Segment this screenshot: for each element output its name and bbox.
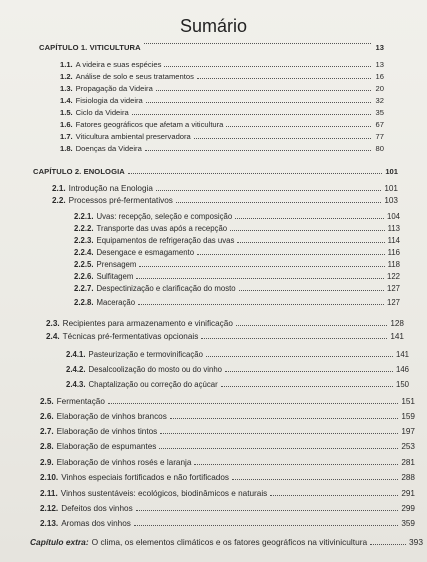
toc-label: Transporte das uvas após a recepção	[96, 224, 228, 233]
toc-page-number: 118	[387, 260, 400, 269]
toc-page-number: 13	[375, 60, 384, 69]
toc-page-number: 299	[401, 504, 415, 513]
toc-label: Propagação da Videira	[75, 84, 153, 93]
toc-number: 2.4.	[46, 332, 60, 341]
toc-leader	[136, 278, 384, 279]
toc-page-number: 16	[375, 72, 384, 81]
toc-label: Técnicas pré-fermentativas opcionais	[62, 332, 199, 341]
toc-entry[interactable]	[60, 57, 384, 69]
toc-label: Processos pré-fermentativos	[68, 196, 173, 205]
toc-leader	[146, 102, 371, 103]
toc-number: 2.2.4.	[74, 248, 94, 257]
toc-leader	[156, 90, 371, 91]
toc-number: 2.8.	[40, 442, 54, 451]
toc-number: 2.4.2.	[66, 365, 86, 374]
toc-leader	[134, 525, 398, 526]
toc-number: 2.7.	[40, 427, 54, 436]
toc-label: Fermentação	[56, 397, 105, 406]
toc-entry[interactable]	[60, 81, 384, 93]
toc-number: 2.13.	[40, 519, 59, 528]
toc-page-number: 80	[375, 144, 384, 153]
toc-page-number: 127	[386, 284, 400, 293]
toc-leader	[230, 230, 384, 231]
toc-entry[interactable]	[46, 329, 404, 341]
toc-page-number: 288	[401, 473, 415, 482]
toc-page-number: 146	[395, 365, 409, 374]
toc-leader	[221, 386, 393, 387]
toc-label: Fisiologia da videira	[75, 96, 143, 105]
toc-chapter-1[interactable]	[39, 43, 384, 55]
toc-label: Uvas: recepção, seleção e composição	[96, 212, 233, 221]
toc-leader	[226, 126, 371, 127]
toc-leader	[235, 218, 384, 219]
toc-label: Análise de solo e seus tratamentos	[75, 72, 194, 81]
toc-entry[interactable]	[74, 209, 400, 221]
toc-page-number: 151	[401, 397, 415, 406]
toc-label: Elaboração de espumantes	[56, 442, 157, 451]
toc-label: Doenças da Videira	[75, 144, 142, 153]
toc-page-number: 393	[409, 537, 423, 547]
toc-leader	[139, 266, 384, 267]
toc-leader	[144, 43, 371, 44]
toc-number: 1.4.	[60, 96, 73, 105]
toc-entry[interactable]	[74, 295, 400, 307]
toc-entry[interactable]	[60, 69, 384, 81]
toc-entry[interactable]	[40, 455, 415, 467]
toc-page-number: 67	[375, 120, 384, 129]
toc-entry[interactable]	[52, 193, 398, 205]
toc-number: 1.5.	[60, 108, 73, 117]
toc-page-number: 141	[395, 350, 409, 359]
toc-page-number: 114	[387, 236, 400, 245]
toc-entry[interactable]	[66, 347, 409, 359]
toc-leader	[370, 544, 406, 545]
toc-leader	[206, 356, 393, 357]
toc-page-number: 253	[401, 442, 415, 451]
toc-number: 1.1.	[60, 60, 73, 69]
toc-label: Aromas dos vinhos	[61, 519, 131, 528]
toc-page-number: 20	[375, 84, 384, 93]
toc-entry[interactable]	[66, 362, 409, 374]
toc-leader	[236, 325, 387, 326]
toc-page-number: 13	[375, 43, 384, 52]
toc-number: 2.6.	[40, 412, 54, 421]
toc-number: 2.5.	[40, 397, 54, 406]
toc-page-number: 77	[375, 132, 384, 141]
toc-label: CAPÍTULO 1. VITICULTURA	[39, 43, 141, 52]
toc-entry[interactable]	[52, 181, 398, 193]
toc-leader	[194, 464, 398, 465]
toc-entry[interactable]	[40, 409, 415, 421]
toc-leader	[164, 66, 371, 67]
toc-number: 2.3.	[46, 319, 60, 328]
toc-number: 2.2.5.	[74, 260, 94, 269]
toc-label: Elaboração de vinhos tintos	[56, 427, 158, 436]
toc-chapter-extra[interactable]	[30, 535, 423, 547]
toc-label: Vinhos sustentáveis: ecológicos, biodinâmicos e naturais	[60, 489, 268, 498]
toc-label: A videira e suas espécies	[75, 60, 162, 69]
toc-leader	[225, 371, 393, 372]
toc-entry[interactable]	[74, 221, 400, 233]
toc-page-number: 281	[401, 458, 415, 467]
toc-number: 2.12.	[40, 504, 59, 513]
toc-number: 2.2.3.	[74, 236, 94, 245]
toc-label: Elaboração de vinhos rosés e laranja	[56, 458, 192, 467]
toc-entry[interactable]	[60, 129, 384, 141]
toc-page-number: 101	[385, 167, 398, 176]
toc-leader	[136, 510, 399, 511]
toc-number: 1.2.	[60, 72, 73, 81]
toc-label: Desalcoolização do mosto ou do vinho	[88, 365, 223, 374]
toc-entry[interactable]	[60, 141, 384, 153]
toc-page-number: 35	[375, 108, 384, 117]
toc-label: Vinhos especiais fortificados e não fortificados	[61, 473, 230, 482]
toc-page-number: 291	[401, 489, 415, 498]
toc-label: Introdução na Enologia	[68, 184, 153, 193]
toc-entry[interactable]	[40, 439, 415, 451]
toc-label: Elaboração de vinhos brancos	[56, 412, 167, 421]
toc-page-number: 101	[384, 184, 398, 193]
toc-page-number: 159	[401, 412, 415, 421]
toc-number: 2.9.	[40, 458, 54, 467]
toc-page-number: 150	[395, 380, 409, 389]
toc-page-number: 113	[387, 224, 400, 233]
toc-number: 2.11.	[40, 489, 58, 498]
toc-number: Capítulo extra:	[30, 537, 89, 547]
toc-chapter-2[interactable]	[33, 164, 398, 176]
toc-entry[interactable]	[40, 424, 415, 436]
toc-leader	[156, 190, 381, 191]
toc-leader	[232, 479, 398, 480]
toc-leader	[170, 418, 399, 419]
toc-label: Maceração	[96, 298, 136, 307]
toc-label: Desengace e esmagamento	[96, 248, 195, 257]
toc-leader	[270, 495, 398, 496]
toc-label: CAPÍTULO 2. ENOLOGIA	[33, 167, 125, 176]
toc-number: 2.2.6.	[74, 272, 94, 281]
toc-number: 2.4.1.	[66, 350, 86, 359]
toc-page-number: 128	[390, 319, 404, 328]
toc-label: Pasteurização e termovinificação	[88, 350, 203, 359]
toc-number: 1.6.	[60, 120, 73, 129]
toc-number: 1.3.	[60, 84, 73, 93]
toc-number: 2.2.8.	[74, 298, 94, 307]
toc-number: 1.8.	[60, 144, 73, 153]
toc-leader	[194, 138, 371, 139]
toc-entry[interactable]	[74, 281, 400, 293]
toc-page-number: 103	[384, 196, 398, 205]
toc-number: 2.2.7.	[74, 284, 94, 293]
toc-label: Chaptalização ou correção do açúcar	[88, 380, 218, 389]
toc-leader	[201, 338, 387, 339]
toc-leader	[237, 242, 384, 243]
toc-page-number: 122	[386, 272, 400, 281]
toc-label: Recipientes para armazenamento e vinificação	[62, 319, 233, 328]
toc-leader	[138, 304, 384, 305]
toc-label: Defeitos dos vinhos	[61, 504, 133, 513]
toc-entry[interactable]	[40, 470, 415, 482]
toc-entry[interactable]	[66, 377, 409, 389]
toc-leader	[128, 173, 382, 174]
toc-number: 2.4.3.	[66, 380, 86, 389]
toc-leader	[176, 202, 381, 203]
page-title: Sumário	[179, 16, 248, 36]
toc-entry[interactable]	[40, 516, 415, 528]
toc-label: O clima, os elementos climáticos e os fatores geográficos na vitivinicultura	[91, 537, 368, 547]
toc-entry[interactable]	[60, 117, 384, 129]
toc-page-number: 116	[387, 248, 400, 257]
toc-page-number: 197	[401, 427, 415, 436]
toc-leader	[197, 254, 385, 255]
toc-entry[interactable]	[74, 245, 400, 257]
toc-leader	[239, 290, 384, 291]
toc-entry[interactable]	[60, 93, 384, 105]
toc-label: Sulfitagem	[96, 272, 134, 281]
toc-number: 2.1.	[52, 184, 66, 193]
toc-entry[interactable]	[40, 486, 415, 498]
toc-page-number: 127	[386, 298, 400, 307]
toc-number: 2.10.	[40, 473, 59, 482]
toc-leader	[160, 433, 398, 434]
toc-leader	[159, 448, 398, 449]
toc-number: 2.2.	[52, 196, 66, 205]
toc-label: Fatores geográficos que afetam a viticultura	[75, 120, 224, 129]
toc-page-number: 104	[386, 212, 400, 221]
toc-leader	[132, 114, 371, 115]
toc-leader	[145, 150, 371, 151]
toc-entry[interactable]	[46, 316, 404, 328]
toc-entry[interactable]	[74, 233, 400, 245]
toc-entry[interactable]	[74, 269, 400, 281]
toc-entry[interactable]	[40, 501, 415, 513]
toc-entry[interactable]	[74, 257, 400, 269]
toc-number: 1.7.	[60, 132, 73, 141]
toc-page-number: 32	[375, 96, 384, 105]
toc-entry[interactable]	[60, 105, 384, 117]
toc-label: Ciclo da Videira	[75, 108, 129, 117]
toc-leader	[197, 78, 371, 79]
toc-leader	[108, 403, 398, 404]
toc-label: Equipamentos de refrigeração das uvas	[96, 236, 235, 245]
toc-number: 2.2.2.	[74, 224, 94, 233]
toc-label: Prensagem	[96, 260, 137, 269]
toc-label: Despectinização e clarificação do mosto	[96, 284, 236, 293]
toc-entry[interactable]	[40, 394, 415, 406]
toc-page-number: 359	[401, 519, 415, 528]
toc-number: 2.2.1.	[74, 212, 94, 221]
toc-label: Viticultura ambiental preservadora	[75, 132, 191, 141]
toc-page-number: 141	[390, 332, 404, 341]
